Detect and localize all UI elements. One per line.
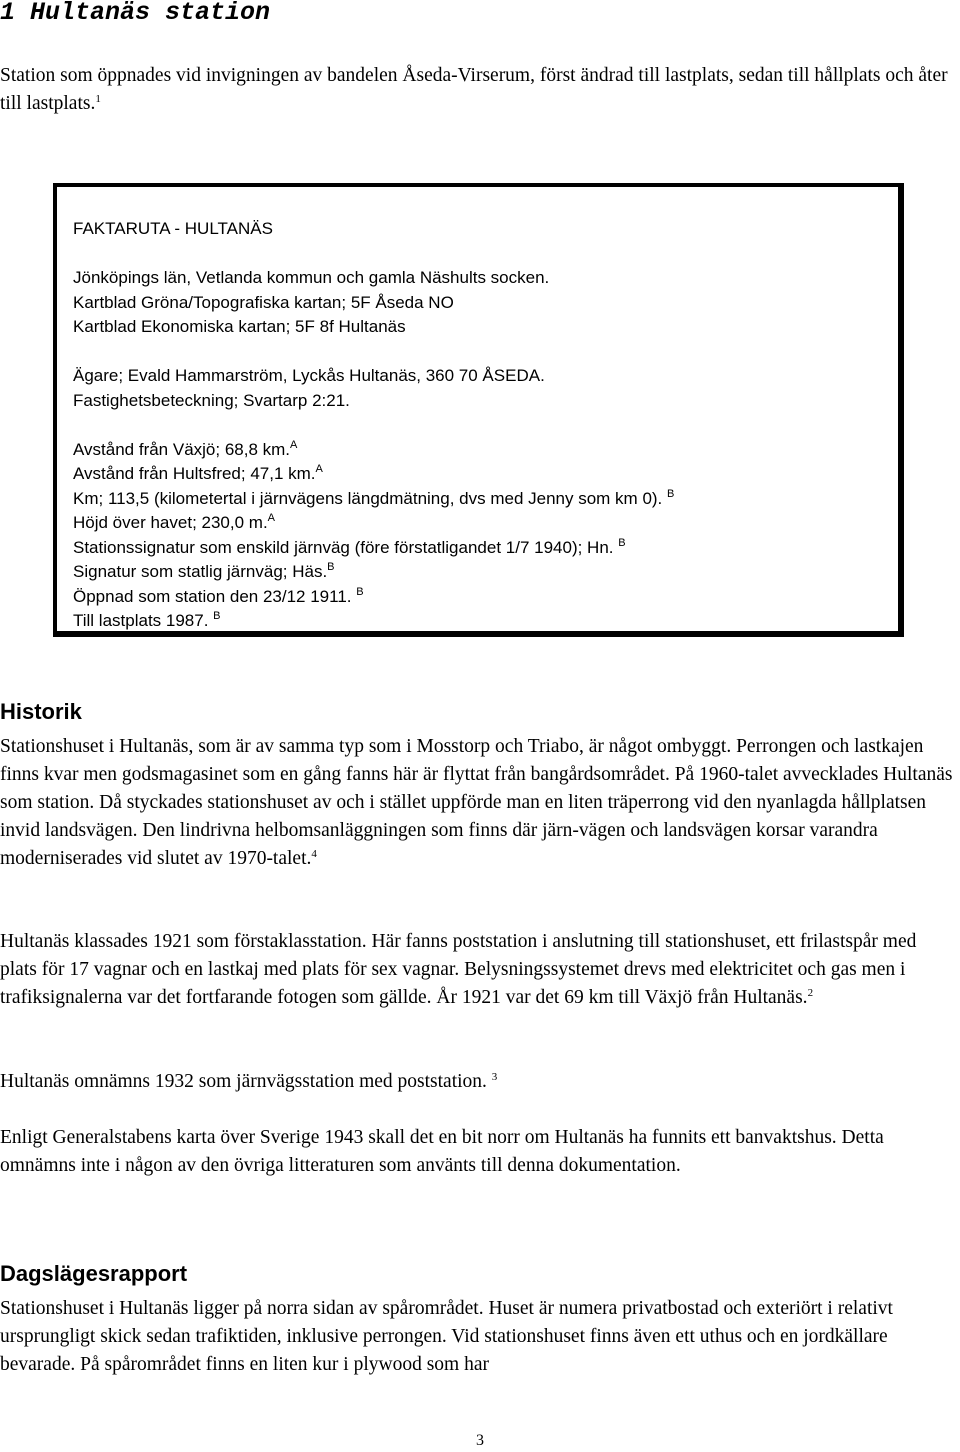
fact-lastplats: Till lastplats 1987. $^B$ — [73, 610, 221, 630]
fact-height: Höjd över havet; 230,0 m.$^A$ — [73, 512, 276, 532]
fact-heading: FAKTARUTA - HULTANÄS — [73, 219, 273, 238]
intro-paragraph — [0, 62, 955, 118]
historik-paragraph-1: Stationshuset i Hultanäs, som är av samma typ som i Mosstorp och Triabo, är något ombyggt. Perrongen och lastkajen finns kvar men godsmagasinet som en gång fanns här är flyttat från bangårdsområdet. På 1960-talet avvecklades Hultanäs som station. Då styckades stationshuset av och i stället uppförde man en liten träperrong vid den nyanlagda hållplatsen invid landsvägen. Den lindrivna helbomsanläggningen som finns där järn-vägen och landsvägen korsar varandra moderniserades vid slutet av 1970-talet.$^4$ — [0, 736, 953, 869]
fact-opened: Öppnad som station den 23/12 1911. $^B$ — [73, 585, 364, 606]
section-heading-dagslage: Dagslägesrapport — [0, 1261, 188, 1286]
source-ref: B — [327, 561, 335, 573]
fact-distance-vaxjo: Avstånd från Växjö; 68,8 km.$^A$ — [73, 438, 298, 459]
footnote-ref: 1 — [95, 93, 101, 105]
source-ref: B — [213, 610, 221, 622]
fact-box — [53, 183, 904, 637]
fact-location: Jönköpings län, Vetlanda kommun och gamla Näshults socken. — [73, 268, 550, 287]
fact-distance-hultsfred: Avstånd från Hultsfred; 47,1 km.$^A$ — [73, 463, 323, 483]
historik-paragraph-4: Enligt Generalstabens karta över Sverige 1943 skall det en bit norr om Hultanäs ha funnits ett banvaktshus. Detta omnämns inte i någon av den övriga litteraturen som använts till denna dokumentation. — [0, 1127, 884, 1176]
fact-signature-state: Signatur som statlig järnväg; Häs.$^B$ — [73, 561, 335, 581]
footnote-ref: 2 — [807, 987, 814, 999]
dagslage-paragraph-1: Stationshuset i Hultanäs ligger på norra sidan av spårområdet. Huset är numera privatbostad och exteriört i relativt ursprungligt skick sedan trafiktiden, inklusive perrongen. Vid stationshuset finns även ett uthus och en jordkällare bevarade. På spårområdet finns en liten kur i plywood som har — [0, 1298, 893, 1375]
fact-owner: Ägare; Evald Hammarström, Lyckås Hultanäs, 360 70 ÅSEDA. — [73, 366, 545, 385]
fact-signature-private: Stationssignatur som enskild järnväg (före förstatligandet 1/7 1940); Hn. $^B$ — [73, 536, 626, 557]
fact-map-economic: Kartblad Ekonomiska kartan; 5F 8f Hultanäs — [73, 317, 406, 336]
source-ref: B — [618, 536, 626, 549]
source-ref: A — [315, 463, 323, 475]
page-number: 3 — [476, 1432, 484, 1449]
source-ref: B — [356, 585, 364, 598]
footnote-ref: 3 — [491, 1071, 498, 1083]
source-ref: A — [267, 512, 276, 524]
fact-km: Km; 113,5 (kilometertal i järnvägens längdmätning, dvs med Jenny som km 0). $^B$ — [73, 487, 675, 508]
fact-property: Fastighetsbeteckning; Svartarp 2:21. — [73, 390, 350, 410]
fact-map-topographic: Kartblad Gröna/Topografiska kartan; 5F Åseda NO — [73, 292, 454, 312]
section-heading-historik: Historik — [0, 699, 82, 724]
source-ref: A — [290, 438, 298, 451]
historik-paragraph-2: Hultanäs klassades 1921 som förstaklasstation. Här fanns poststation i anslutning till stationshuset, ett frilastspår med plats för 17 vagnar och en lastkaj med plats för sex vagnar. Belysningssystemet drevs med elektricitet och gas men i trafiksignalerna var det fortfarande fotogen som gällde. År 1921 var det 69 km till Växjö från Hultanäs.$^2$ — [0, 931, 917, 1008]
source-ref: B — [667, 487, 675, 500]
footnote-ref: 4 — [311, 848, 317, 860]
fact-box-content — [73, 217, 674, 634]
page-title: 1 Hultanäs station — [0, 0, 271, 27]
intro-text: Station som öppnades vid invigningen av bandelen Åseda-Virserum, först ändrad till lastplats, sedan till hållplats och åter till lastplats. — [0, 65, 948, 114]
historik-paragraph-3: Hultanäs omnämns 1932 som järnvägsstation med poststation. $^3$ — [0, 1071, 498, 1092]
